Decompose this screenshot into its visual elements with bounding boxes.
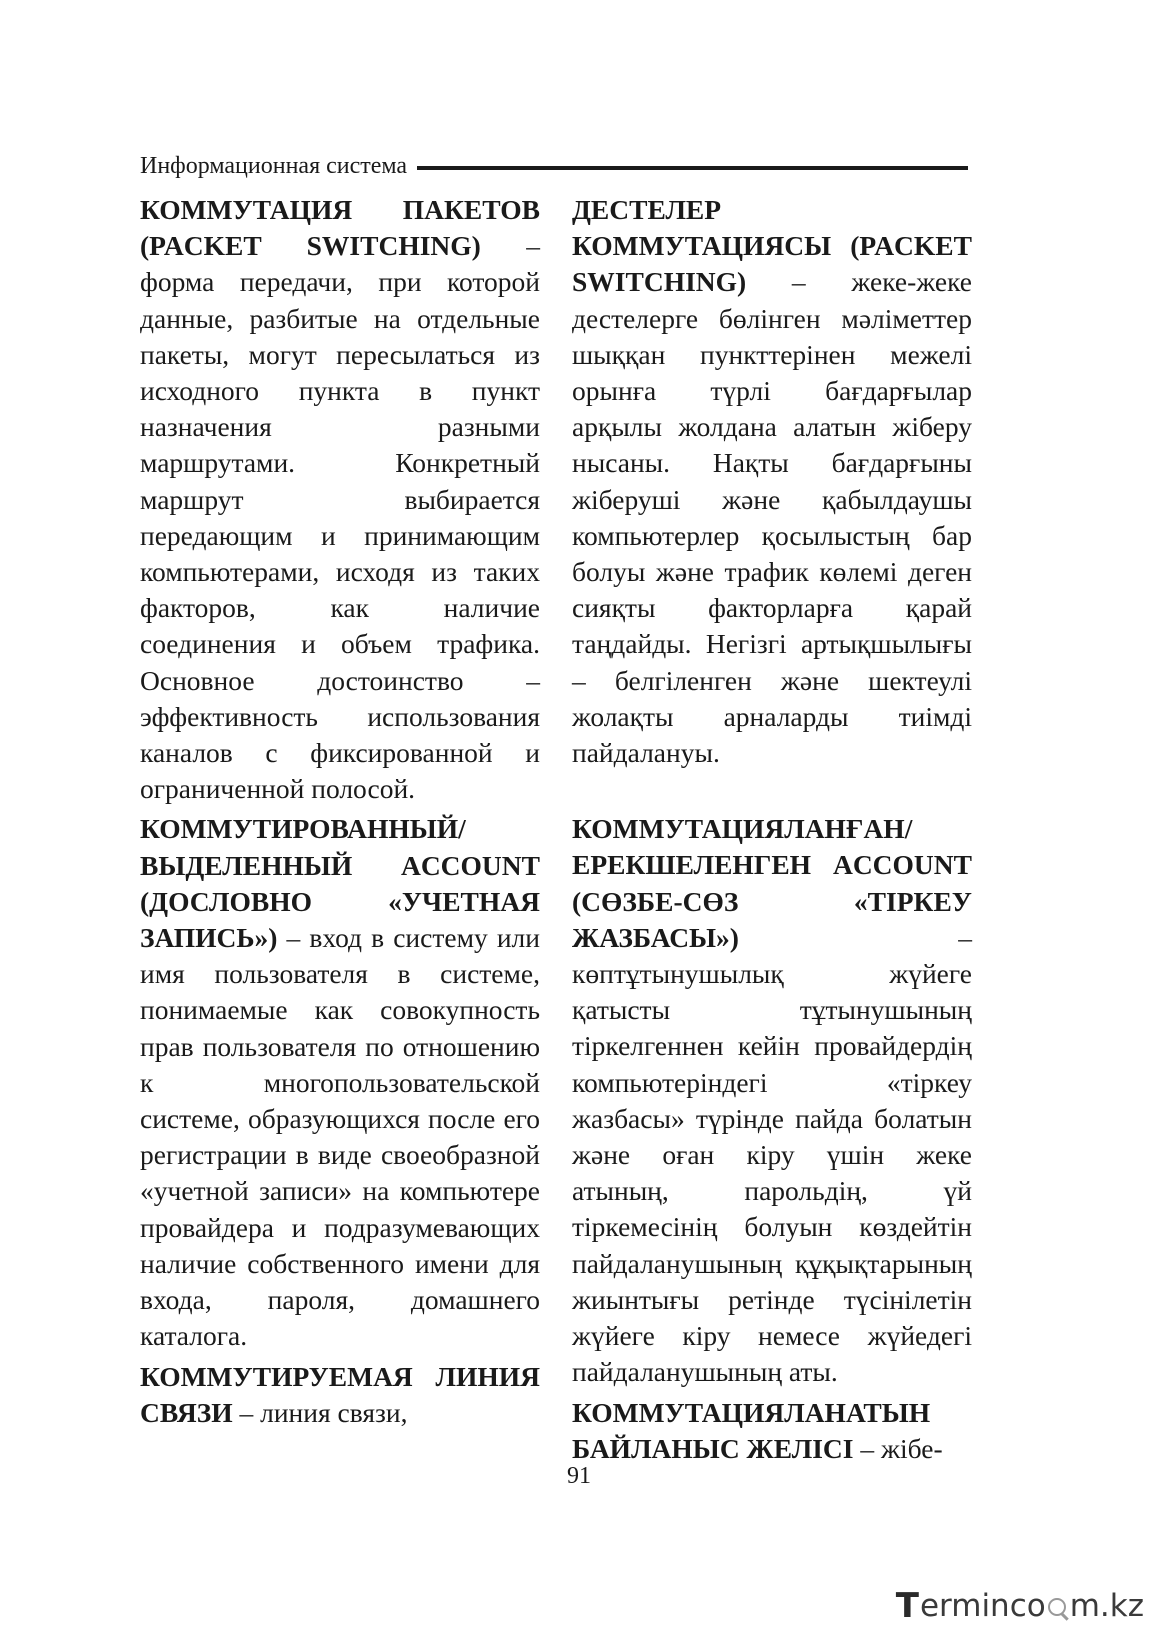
entry-definition: – форма передачи, при которой данные, разбитые на отдельные пакеты, могут пересылаться из исходного пункта в пункт назначения разными маршрутами. Конкретный маршрут выбирается передающим и принимающим компьютерами, исходя из таких факторов, как наличие соединения и объем трафика. Основное достоинство – эффективность использования каналов с фиксированной и ограниченной полосой. xyxy=(140,230,540,805)
watermark-text-a: ermincо xyxy=(919,1588,1046,1624)
termincom-watermark-logo xyxy=(896,1586,1144,1626)
entry-term: КОММУТАЦИЯЛАНҒАН/ ЕРЕКШЕЛЕНГЕН ACCOUNT (СӨЗБЕ-СӨЗ «ТІРКЕУ ЖАЗБАСЫ») xyxy=(572,813,972,953)
entry-definition: – вход в систему или имя пользователя в системе, понимаемые как совокупность прав пользователя по отношению к многопользовательской системе, образующихся после его регистрации в виде своеобразной «учетной записи» на компьютере провайдера и подразумевающих наличие собственного имени для входа, пароля, домашнего каталога. xyxy=(140,922,540,1352)
left-column xyxy=(140,192,540,1431)
entry-term: ДЕСТЕЛЕР КОММУТАЦИЯСЫ (PACKET SWITCHING) xyxy=(572,194,972,298)
right-column xyxy=(572,192,972,1467)
entry-definition: – жеке-жеке дестелерге бөлінген мәліметтер шыққан пункттерінен межелі орынға түрлі бағдарғылар арқылы жолдана алатын жіберу нысаны. Нақты бағдарғыны жіберуші және қабылдаушы компьютерлер қосылыстың бар болуы және трафик көлемі деген сияқты факторларға қарай таңдайды. Негізгі артықшылығы – белгіленген және шектеулі жолақты арналарды тиімді пайдалануы. xyxy=(572,266,972,769)
watermark-first-letter: T xyxy=(895,1586,919,1626)
watermark-text-b: m.kz xyxy=(1069,1588,1144,1624)
dictionary-entry xyxy=(140,192,540,807)
entry-definition: – жібе- xyxy=(853,1432,943,1464)
entry-term: КОММУТИРУЕМАЯ ЛИНИЯ СВЯЗИ xyxy=(140,1360,540,1428)
entry-term: КОММУТАЦИЯЛАНАТЫН БАЙЛАНЫС ЖЕЛІСІ xyxy=(572,1396,931,1464)
entry-term: КОММУТАЦИЯ ПАКЕТОВ (PACKET SWITCHING) xyxy=(140,194,540,262)
dictionary-entry xyxy=(140,811,540,1354)
entry-definition: – линия связи, xyxy=(232,1396,408,1428)
dictionary-entry xyxy=(572,192,972,771)
dictionary-entry xyxy=(572,1395,972,1467)
magnifier-icon xyxy=(1047,1592,1069,1620)
header-rule xyxy=(417,166,968,170)
entry-definition: – көптұтынушылық жүйеге қатысты тұтынушының тіркелгеннен кейін провайдердің компьютеріндегі «тіркеу жазбасы» түрінде пайда болатын және оған кіру үшін жеке атының, парольдің, үй тіркемесінің болуын көздейтін пайдаланушының құқықтарының жиынтығы ретінде түсінілетін жүйеге кіру немесе жүйедегі пайдаланушының аты. xyxy=(572,921,972,1388)
running-header-title: Информационная система xyxy=(140,152,408,179)
entry-term: КОММУТИРОВАННЫЙ/ ВЫДЕЛЕННЫЙ ACCOUNT (ДОСЛОВНО «УЧЕТНАЯ ЗАПИСЬ») xyxy=(140,813,540,954)
dictionary-entry xyxy=(140,1359,540,1431)
page-number: 91 xyxy=(567,1463,591,1489)
dictionary-entry xyxy=(572,811,972,1390)
running-header xyxy=(140,148,968,184)
